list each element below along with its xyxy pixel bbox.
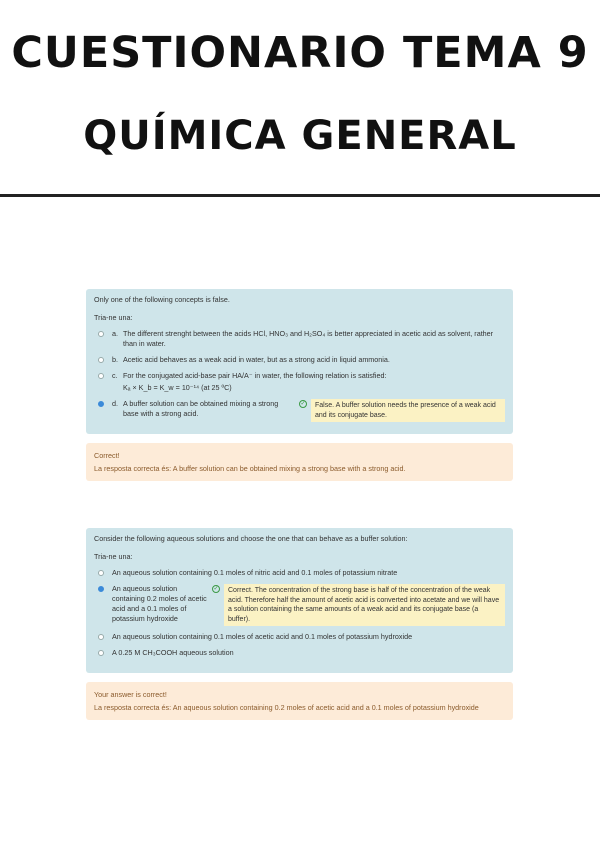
check-circle-icon: ✓ xyxy=(300,401,306,407)
answer-option-b[interactable] xyxy=(98,355,505,365)
radio-button-selected[interactable] xyxy=(98,401,104,407)
answer-formula: Kₐ × K_b = K_w = 10⁻¹⁴ (at 25 ºC) xyxy=(123,383,232,392)
result-correct-answer: La resposta correcta és: An aqueous solution containing 0.2 moles of acetic acid and a 0.1 moles of potassium hydroxide xyxy=(94,703,479,712)
answer-letter: b. xyxy=(112,355,118,364)
check-circle-icon: ✓ xyxy=(213,586,219,592)
answer-text: The different strenght between the acids HCl, HNO₃ and H₂SO₄ is better appreciated in acetic acid as solvent, rather than in water. xyxy=(123,329,494,348)
radio-button[interactable] xyxy=(98,357,104,363)
answer-text: An aqueous solution containing 0.1 moles of nitric acid and 0.1 moles of potassium nitrate xyxy=(112,568,398,577)
radio-button[interactable] xyxy=(98,373,104,379)
radio-button-selected[interactable] xyxy=(98,586,104,592)
answer-option-4[interactable] xyxy=(98,648,505,658)
question-prompt: Tria-ne una: xyxy=(94,313,133,322)
answer-option-1[interactable] xyxy=(98,568,505,578)
radio-button[interactable] xyxy=(98,650,104,656)
answer-letter: c. xyxy=(112,371,118,380)
answer-text: Acetic acid behaves as a weak acid in water, but as a strong acid in liquid ammonia. xyxy=(123,355,390,364)
question-prompt: Tria-ne una: xyxy=(94,552,133,561)
answer-text: An aqueous solution containing 0.2 moles of acetic acid and a 0.1 moles of potassium hydroxide xyxy=(112,584,207,623)
question-2-panel xyxy=(86,528,513,673)
question-2-result xyxy=(86,682,513,720)
answer-option-c[interactable] xyxy=(98,371,505,393)
answer-text: A buffer solution can be obtained mixing a strong base with a strong acid. xyxy=(123,399,279,418)
answer-text-block xyxy=(123,371,505,393)
question-1-panel xyxy=(86,289,513,434)
answer-option-3[interactable] xyxy=(98,632,505,642)
answer-feedback: Correct. The concentration of the strong base is half of the concentration of the weak acid. Therefore half the amount of acetic acid is converted into acetate and we will have a solution containing the same amounts of a weak acid and its conjugate base (a buffer). xyxy=(224,584,505,626)
answer-feedback: False. A buffer solution needs the presence of a weak acid and its conjugate base. xyxy=(311,399,505,422)
radio-button[interactable] xyxy=(98,331,104,337)
title-divider xyxy=(0,194,600,197)
question-1-result xyxy=(86,443,513,481)
answer-option-2[interactable] xyxy=(98,584,505,626)
answer-letter: a. xyxy=(112,329,118,338)
answer-letter: d. xyxy=(112,399,118,408)
answer-option-d[interactable] xyxy=(98,399,505,422)
page-title-line1: CUESTIONARIO TEMA 9 xyxy=(11,28,589,78)
result-title: Your answer is correct! xyxy=(94,690,167,699)
answer-text: A 0.25 M CH₃COOH aqueous solution xyxy=(112,648,234,657)
page-title-line2: QUÍMICA GENERAL xyxy=(83,113,517,159)
answer-option-a[interactable] xyxy=(98,329,505,349)
answer-text: An aqueous solution containing 0.1 moles of acetic acid and 0.1 moles of potassium hydroxide xyxy=(112,632,413,641)
result-title: Correct! xyxy=(94,451,120,460)
radio-button[interactable] xyxy=(98,634,104,640)
radio-button[interactable] xyxy=(98,570,104,576)
result-correct-answer: La resposta correcta és: A buffer solution can be obtained mixing a strong base with a strong acid. xyxy=(94,464,406,473)
answer-text: For the conjugated acid-base pair HA/A⁻ in water, the following relation is satisfied: xyxy=(123,371,387,380)
question-text: Consider the following aqueous solutions and choose the one that can behave as a buffer solution: xyxy=(94,534,408,543)
question-text: Only one of the following concepts is false. xyxy=(94,295,230,304)
